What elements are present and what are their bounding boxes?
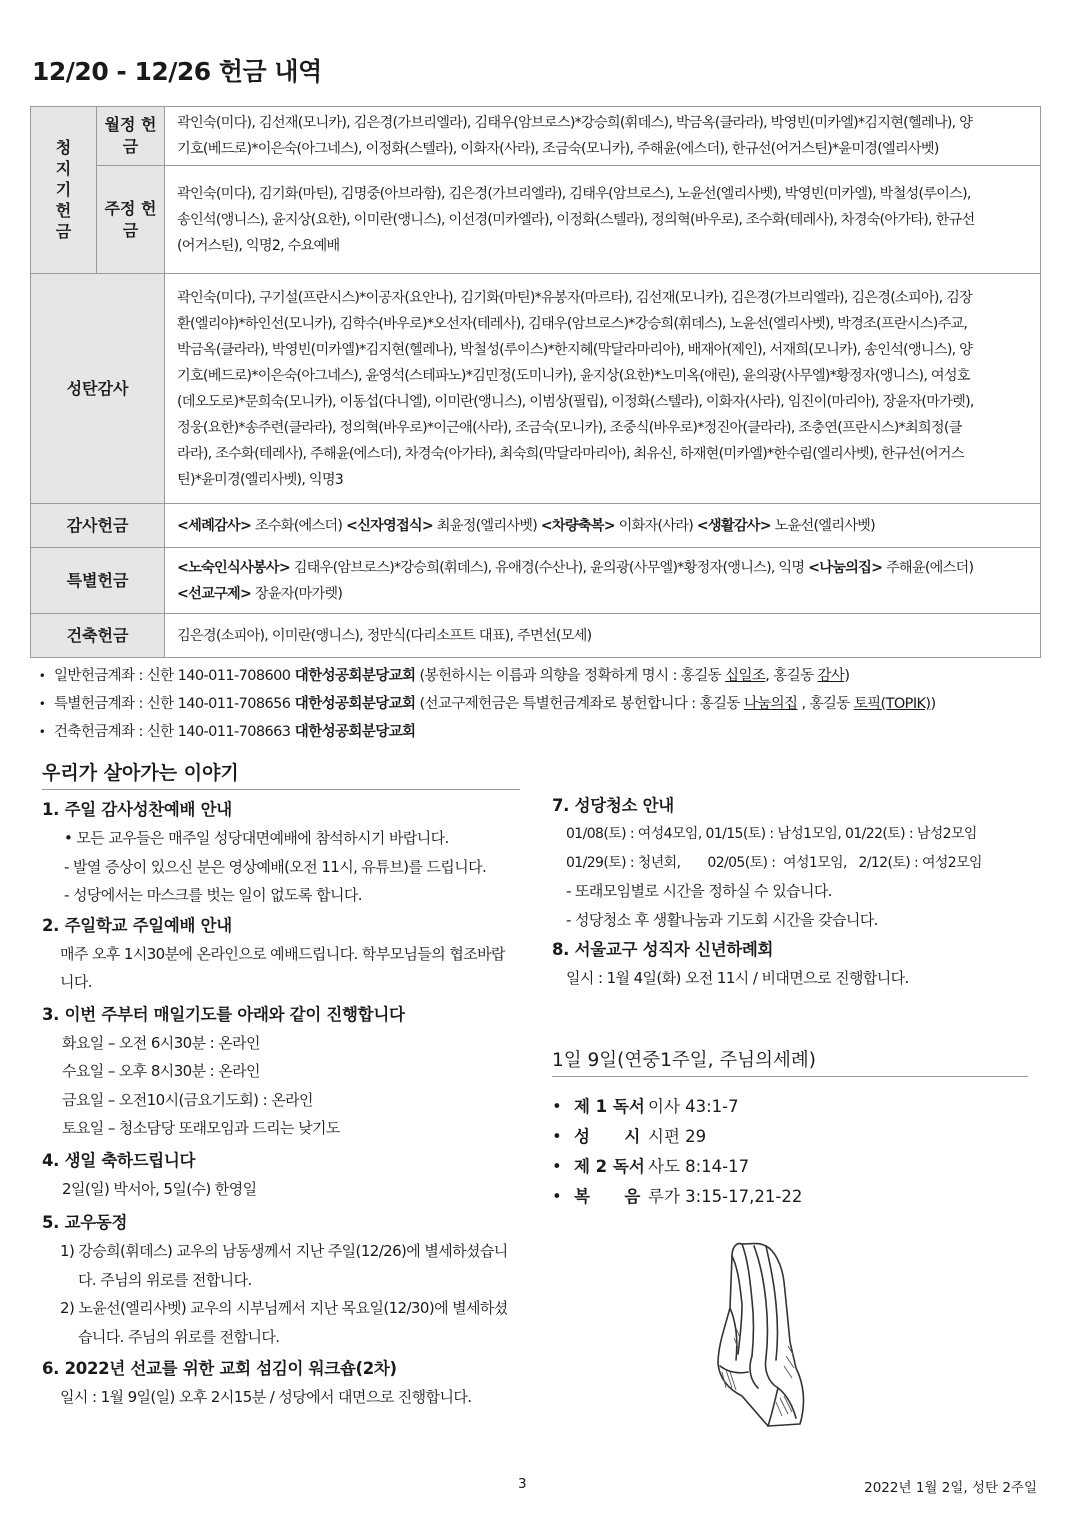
stories-right-column [552,792,1042,993]
reading-ref: 시편 29 [648,1127,707,1146]
text-line: 수요일 – 오후 8시30분 : 온라인 [62,1062,260,1080]
text-line: (데오도로)*문희숙(모니카), 이동섭(다니엘), 이미란(앵니스), 이범상(필립), 이정화(스텔라), 이화자(사라), 임진이(마리아), 장윤자(마가렛), [177,393,974,410]
vertical-char: 지 [55,159,72,178]
section-heading: 7. 성당청소 안내 [552,796,674,815]
christmas-names [165,274,1041,504]
offering-table [30,106,1041,658]
bullet-icon: • [552,1127,562,1146]
offering-names: 장윤자(마가렛) [251,585,343,602]
readings-list [552,1092,802,1212]
bullet-icon: • [38,669,46,683]
offering-tag: <차량축복> [540,517,615,534]
text-line: 1) 강승희(휘데스) 교우의 남동생께서 지난 주일(12/26)에 별세하셨습니 [60,1242,508,1260]
text-line: 송인석(앵니스), 윤지상(요한), 이미란(앵니스), 이선경(미카엘라), 이정화(스텔라), 정의혁(바우로), 조수화(테레사), 차경숙(아가타), 한규선 [177,211,975,228]
offering-tag: <세례감사> [177,517,252,534]
text-line: 일시 : 1월 9일(일) 오후 2시15분 / 성당에서 대면으로 진행합니다. [60,1388,472,1406]
account-example: 나눔의집 [743,696,798,712]
text-line: 환(엘리야)*하인선(모니카), 김학수(바우로)*오선자(테레사), 김태우(암브로스)*강승희(휘데스), 노윤선(엘리사벳), 박경조(프란시스)주교, [177,315,968,332]
text-line: • 모든 교우들은 매주일 성당대면예배에 참석하시기 바랍니다. [64,829,449,847]
text-line: 다. 주님의 위로를 전합니다. [78,1270,252,1289]
text-line: 기호(베드로)*이은숙(아그네스), 이정화(스텔라), 이화자(사라), 조금숙(모니카), 주해윤(에스더), 한규선(어거스틴)*윤미경(엘리사벳) [177,141,939,157]
reading-row [552,1152,802,1182]
offering-tag: <신자영접식> [345,517,433,534]
text-line: 기호(베드로)*이은숙(아그네스), 윤영석(스테파노)*김민정(도미니카), 윤지상(요한)*노미옥(애린), 윤의광(사무엘)*황정자(앵니스), 여성호 [177,367,970,384]
bullet-icon: • [38,725,46,739]
reading-row [552,1092,802,1122]
section-heading: 6. 2022년 선교를 위한 교회 섬김이 워크숍(2차) [42,1359,397,1378]
text-line: 01/08(토) : 여성4모임, 01/15(토) : 남성1모임, 01/22(토) : 남성2모임 [566,826,977,842]
text-line: (어거스틴), 익명2, 수요예배 [177,237,340,254]
vertical-char: 헌 [55,201,72,220]
praying-hands-icon [708,1238,818,1438]
bullet-icon: • [552,1157,562,1176]
reading-label: 제 1 독서 [574,1097,645,1116]
section-heading: 2. 주일학교 주일예배 안내 [42,915,232,935]
weekly-label: 주정 헌금 [97,166,165,274]
account-church: 대한성공회분당교회 [290,724,416,740]
tithe-group-label [31,107,97,274]
account-note: (봉헌하시는 이름과 의향을 정확하게 명시 : 홍길동 [415,668,726,684]
offering-names: 조수화(에스더) [251,517,346,534]
bullet-icon: • [552,1187,562,1206]
reading-row [552,1182,802,1212]
building-names: 김은경(소피아), 이미란(앵니스), 정만식(다리소프트 대표), 주면선(모세) [165,614,1041,658]
bullet-icon: • [552,1097,562,1116]
footer-date: 2022년 1월 2일, 성탄 2주일 [864,1480,1037,1496]
text-line: 정웅(요한)*송주련(클라라), 정의혁(바우로)*이근애(사라), 조금숙(모니카), 조중식(바우로)*정진아(클라라), 조충연(프란시스)*최희정(클 [177,419,962,436]
page-title: 12/20 - 12/26 헌금 내역 [32,57,322,86]
text-line: - 발열 증상이 있으신 분은 영상예배(오전 11시, 유튜브)를 드립니다. [64,857,487,876]
offering-tag: <노숙인식사봉사> [177,559,290,576]
section-heading: 3. 이번 주부터 매일기도를 아래와 같이 진행합니다 [42,1004,405,1024]
account-label: 건축헌금계좌 : 신한 140-011-708663 [54,724,291,740]
text-line: - 성당에서는 마스크를 벗는 일이 없도록 합니다. [64,886,362,904]
bullet-icon: • [38,697,46,711]
account-list [30,662,1050,746]
offering-tag: <선교구제> [177,585,252,602]
text-line: 매주 오후 1시30분에 온라인으로 예배드립니다. 학부모님들의 협조바랍 [60,944,505,963]
text-line: 화요일 – 오전 6시30분 : 온라인 [62,1033,260,1052]
vertical-char: 청 [55,138,72,157]
offering-tag: <생활감사> [696,517,771,534]
offering-names: 노윤선(엘리사벳) [770,517,875,534]
liturgy-title: 1일 9일(연중1주일, 주님의세례) [552,1046,1028,1077]
reading-ref: 루가 3:15-17,21-22 [648,1187,803,1206]
vertical-char: 기 [55,180,72,199]
account-note: , 홍길동 [797,696,854,712]
section-heading: 8. 서울교구 성직자 신년하례회 [552,940,774,959]
vertical-char: 금 [55,222,72,241]
text-line: 박금옥(클라라), 박영빈(미카엘)*김지현(헬레나), 박철성(루이스)*한지혜(막달라마리아), 배재아(제인), 서재희(모니카), 송인석(앵니스), 양 [177,341,973,358]
thanks-label: 감사헌금 [31,504,165,548]
text-line: 토요일 – 청소담당 또래모임과 드리는 낮기도 [62,1119,340,1137]
section-heading: 5. 교우동정 [42,1213,128,1232]
text-line: 틴)*윤미경(엘리사벳), 익명3 [177,471,344,488]
page-number: 3 [518,1476,527,1492]
monthly-names [165,107,1041,166]
text-line: 습니다. 주님의 위로를 전합니다. [78,1327,280,1346]
account-note: , 홍길동 [765,668,818,684]
reading-label: 성 시 [574,1127,641,1146]
stories-left-column [42,796,532,1412]
special-label: 특별헌금 [31,548,165,614]
text-line: 니다. [60,973,92,991]
reading-ref: 사도 8:14-17 [648,1157,750,1176]
tithe-group-text [56,137,72,242]
text-line: 2) 노윤선(엘리사벳) 교우의 시부님께서 지난 목요일(12/30)에 별세하셨 [60,1299,508,1317]
text-line: 2일(일) 박서아, 5일(수) 한영일 [62,1179,257,1198]
reading-row [552,1122,802,1152]
offering-names: 이화자(사라) [614,517,697,534]
monthly-label: 월정 헌금 [97,107,165,166]
account-example: 감사 [817,668,845,684]
reading-label: 복 음 [574,1187,641,1206]
account-church: 대한성공회분당교회 [290,668,416,684]
account-church: 대한성공회분당교회 [290,696,416,712]
text-line: 곽인숙(미다), 김기화(마틴), 김명중(아브라함), 김은경(가브리엘라), 김태우(암브로스), 노윤선(엘리사벳), 박영빈(미카엘), 박철성(루이스), [177,185,971,202]
stories-title: 우리가 살아가는 이야기 [42,758,520,790]
section-heading: 4. 생일 축하드립니다 [42,1150,196,1170]
building-label: 건축헌금 [31,614,165,658]
account-building [30,718,1050,746]
christmas-label: 성탄감사 [31,274,165,504]
text-line: - 성당청소 후 생활나눔과 기도회 시간을 갖습니다. [566,910,878,929]
text-line: 금요일 – 오전10시(금요기도회) : 온라인 [62,1090,313,1109]
offering-names: 김태우(암브로스)*강승희(휘데스), 유애경(수산나), 윤의광(사무엘)*황정자(앵니스), 익명 [289,559,809,576]
thanks-names [165,504,1041,548]
account-special [30,690,1050,718]
account-note: (선교구제헌금은 특별헌금계좌로 봉헌합니다 : 홍길동 [415,696,744,712]
reading-label: 제 2 독서 [574,1157,645,1176]
text-line: 곽인숙(미다), 구기설(프란시스)*이공자(요안나), 김기화(마틴)*유봉자(마르타), 김선재(모니카), 김은경(가브리엘라), 김은경(소피아), 김장 [177,289,973,306]
account-example: 십일조 [725,668,766,684]
offering-names: 주해윤(에스더) [882,559,974,576]
account-label: 일반헌금계좌 : 신한 140-011-708600 [54,668,291,684]
account-label: 특별헌금계좌 : 신한 140-011-708656 [54,696,291,712]
special-names [165,548,1041,614]
account-note: ) [930,696,936,712]
offering-tag: <나눔의집> [808,559,883,576]
text-line: 라라), 조수화(테레사), 주해윤(에스더), 차경숙(아가타), 최숙희(막달라마리아), 최유신, 하재현(미카엘)*한수림(엘리사벳), 한규선(어거스 [177,445,964,462]
text-line: 일시 : 1월 4일(화) 오전 11시 / 비대면으로 진행합니다. [566,969,909,987]
account-note: ) [844,668,850,684]
account-example: 토픽(TOPIK) [853,696,931,712]
account-general [30,662,1050,690]
section-heading: 1. 주일 감사성찬예배 안내 [42,800,232,819]
weekly-names [165,166,1041,274]
offering-names: 최윤정(엘리사벳) [433,517,541,534]
text-line: 01/29(토) : 청년회, 02/05(토) : 여성1모임, 2/12(토) : 여성2모임 [566,854,982,871]
text-line: 곽인숙(미다), 김선재(모니카), 김은경(가브리엘라), 김태우(암브로스)*강승희(휘데스), 박금옥(클라라), 박영빈(미카엘)*김지현(헬레나), 양 [177,115,973,131]
reading-ref: 이사 43:1-7 [648,1097,739,1116]
text-line: - 또래모임별로 시간을 정하실 수 있습니다. [566,882,832,900]
